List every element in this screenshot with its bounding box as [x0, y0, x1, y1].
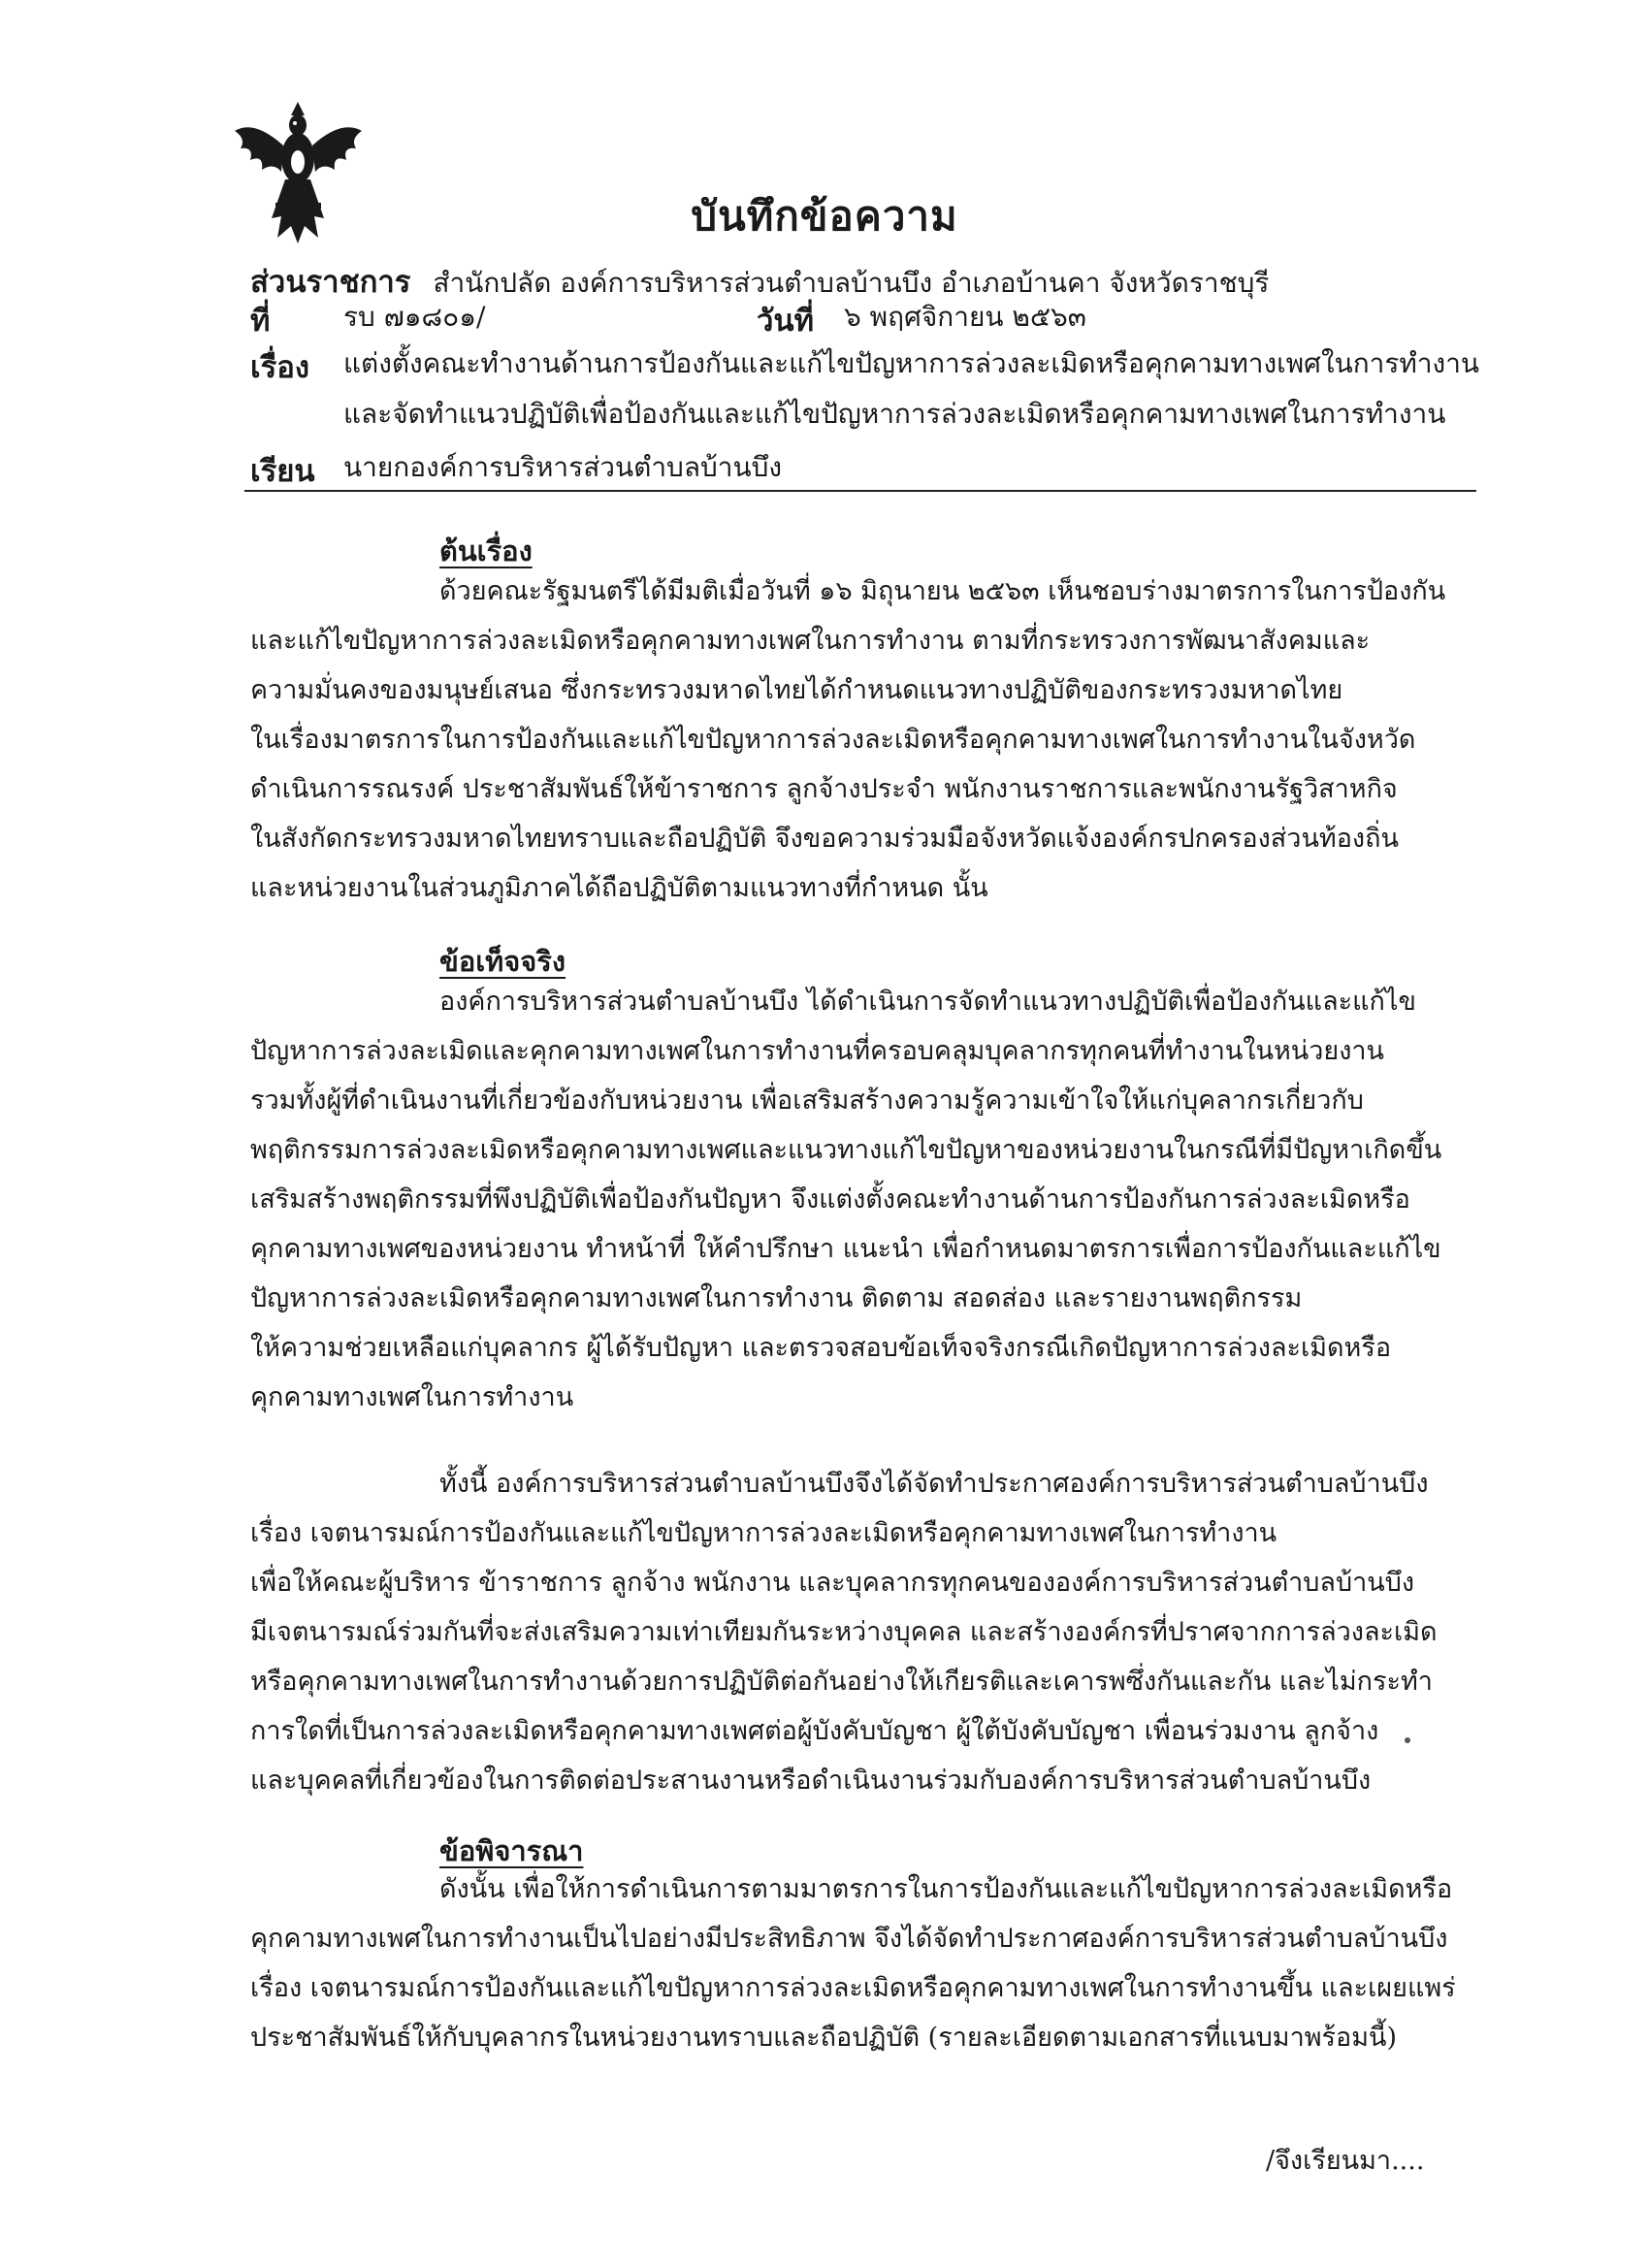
background-line: และหน่วยงานในส่วนภูมิภาคได้ถือปฏิบัติตามแนวทางที่กำหนด นั้น	[250, 873, 988, 903]
facts-line: ปัญหาการล่วงละเมิดและคุกคามทางเพศในการทำงานที่ครอบคลุมบุคลากรทุกคนที่ทำงานในหน่วยงาน	[250, 1036, 1384, 1066]
date-label: วันที่	[757, 304, 815, 339]
background-line: ด้วยคณะรัฐมนตรีได้มีมติเมื่อวันที่ ๑๖ มิถุนายน ๒๕๖๓ เห็นชอบร่างมาตรการในการป้องกัน	[439, 576, 1446, 606]
facts-line-2: และบุคคลที่เกี่ยวข้องในการติดต่อประสานงานหรือดำเนินงานร่วมกับองค์การบริหารส่วนตำบลบ้านบึง	[250, 1766, 1372, 1796]
consideration-line: คุกคามทางเพศในการทำงานเป็นไปอย่างมีประสิทธิภาพ จึงได้จัดทำประกาศองค์การบริหารส่วนตำบลบ้านบึง	[250, 1924, 1448, 1954]
subject-line-2: และจัดทำแนวปฏิบัติเพื่อป้องกันและแก้ไขปัญหาการล่วงละเมิดหรือคุกคามทางเพศในการทำงาน	[343, 398, 1446, 430]
facts-line-2: หรือคุกคามทางเพศในการทำงานด้วยการปฏิบัติต่อกันอย่างให้เกียรติและเคารพซึ่งกันและกัน และไม่กระทำ	[250, 1667, 1433, 1697]
background-heading: ต้นเรื่อง	[439, 535, 533, 567]
consideration-line: ประชาสัมพันธ์ให้กับบุคลากรในหน่วยงานทราบและถือปฏิบัติ (รายละเอียดตามเอกสารที่แนบมาพร้อมนี้)	[250, 2023, 1398, 2053]
facts-line: ปัญหาการล่วงละเมิดหรือคุกคามทางเพศในการทำงาน ติดตาม สอดส่อง และรายงานพฤติกรรม	[250, 1283, 1303, 1313]
facts-line-2: การใดที่เป็นการล่วงละเมิดหรือคุกคามทางเพศต่อผู้บังคับบัญชา ผู้ใต้บังคับบัญชา เพื่อนร่วมงาน ลูกจ้าง	[250, 1716, 1379, 1746]
background-line: ความมั่นคงของมนุษย์เสนอ ซึ่งกระทรวงมหาดไทยได้กำหนดแนวทางปฏิบัติของกระทรวงมหาดไทย	[250, 675, 1343, 705]
facts-heading: ข้อเท็จจริง	[439, 945, 566, 978]
background-line: ในเรื่องมาตรการในการป้องกันและแก้ไขปัญหาการล่วงละเมิดหรือคุกคามทางเพศในการทำงานในจังหวัด	[250, 725, 1416, 755]
ref-label: ที่	[250, 304, 271, 339]
facts-line-2: เรื่อง เจตนารมณ์การป้องกันและแก้ไขปัญหาการล่วงละเมิดหรือคุกคามทางเพศในการทำงาน	[250, 1518, 1277, 1548]
background-line: ดำเนินการรณรงค์ ประชาสัมพันธ์ให้ข้าราชการ ลูกจ้างประจำ พนักงานราชการและพนักงานรัฐวิสาหกิจ	[250, 774, 1398, 804]
facts-line: รวมทั้งผู้ที่ดำเนินงานที่เกี่ยวข้องกับหน่วยงาน เพื่อเสริมสร้างความรู้ความเข้าใจให้แก่บุคลากรเกี่ยวกับ	[250, 1085, 1364, 1116]
facts-line: พฤติกรรมการล่วงละเมิดหรือคุกคามทางเพศและแนวทางแก้ไขปัญหาของหน่วยงานในกรณีที่มีปัญหาเกิดขึ้น	[250, 1135, 1442, 1165]
header-divider	[244, 490, 1476, 492]
agency-value: สำนักปลัด องค์การบริหารส่วนตำบลบ้านบึง อำเภอบ้านคา จังหวัดราชบุรี	[433, 267, 1270, 299]
facts-line: คุกคามทางเพศของหน่วยงาน ทำหน้าที่ ให้คำปรึกษา แนะนำ เพื่อกำหนดมาตรการเพื่อการป้องกันและแก้ไข	[250, 1234, 1441, 1264]
date-value: ๖ พฤศจิกายน ๒๕๖๓	[844, 301, 1086, 333]
memo-title: บันทึกข้อความ	[691, 192, 958, 240]
to-label: เรียน	[250, 454, 315, 489]
facts-line: ให้ความช่วยเหลือแก่บุคลากร ผู้ได้รับปัญหา และตรวจสอบข้อเท็จจริงกรณีเกิดปัญหาการล่วงละเมิดหรือ	[250, 1333, 1392, 1363]
header-ref-row	[250, 296, 1474, 344]
ref-value: รบ ๗๑๘๐๑/	[343, 301, 486, 333]
header-to-row	[250, 446, 1474, 495]
ink-speck	[1405, 1737, 1410, 1743]
consideration-line: เรื่อง เจตนารมณ์การป้องกันและแก้ไขปัญหาการล่วงละเมิดหรือคุกคามทางเพศในการทำงานขึ้น และเผยแพร่	[250, 1973, 1456, 2003]
subject-line-1: แต่งตั้งคณะทำงานด้านการป้องกันและแก้ไขปัญหาการล่วงละเมิดหรือคุกคามทางเพศในการทำงาน	[343, 347, 1480, 379]
agency-label: ส่วนราชการ	[250, 265, 411, 300]
subject-label: เรื่อง	[250, 350, 310, 385]
header-subject-row	[250, 342, 1480, 391]
background-line: ในสังกัดกระทรวงมหาดไทยทราบและถือปฏิบัติ จึงขอความร่วมมือจังหวัดแจ้งองค์กรปกครองส่วนท้องถิ่น	[250, 824, 1399, 854]
background-line: และแก้ไขปัญหาการล่วงละเมิดหรือคุกคามทางเพศในการทำงาน ตามที่กระทรวงการพัฒนาสังคมและ	[250, 626, 1371, 656]
facts-line-2: ทั้งนี้ องค์การบริหารส่วนตำบลบ้านบึงจึงได้จัดทำประกาศองค์การบริหารส่วนตำบลบ้านบึง	[439, 1469, 1429, 1499]
facts-line: คุกคามทางเพศในการทำงาน	[250, 1382, 574, 1412]
continuation-note: /จึงเรียนมา....	[1266, 2146, 1425, 2176]
consideration-line: ดังนั้น เพื่อให้การดำเนินการตามมาตรการในการป้องกันและแก้ไขปัญหาการล่วงละเมิดหรือ	[439, 1874, 1453, 1904]
to-value: นายกองค์การบริหารส่วนตำบลบ้านบึง	[343, 451, 783, 483]
facts-line-2: เพื่อให้คณะผู้บริหาร ข้าราชการ ลูกจ้าง พนักงาน และบุคลากรทุกคนขององค์การบริหารส่วนตำบลบ้านบึง	[250, 1568, 1415, 1598]
facts-line: องค์การบริหารส่วนตำบลบ้านบึง ได้ดำเนินการจัดทำแนวทางปฏิบัติเพื่อป้องกันและแก้ไข	[439, 987, 1416, 1017]
facts-line: เสริมสร้างพฤติกรรมที่พึงปฏิบัติเพื่อป้องกันปัญหา จึงแต่งตั้งคณะทำงานด้านการป้องกันการล่วงละเมิดหรือ	[250, 1184, 1410, 1215]
consideration-heading: ข้อพิจารณา	[439, 1834, 584, 1867]
facts-line-2: มีเจตนารมณ์ร่วมกันที่จะส่งเสริมความเท่าเทียมกันระหว่างบุคคล และสร้างองค์กรที่ปราศจากการล่วงละเมิด	[250, 1617, 1438, 1647]
